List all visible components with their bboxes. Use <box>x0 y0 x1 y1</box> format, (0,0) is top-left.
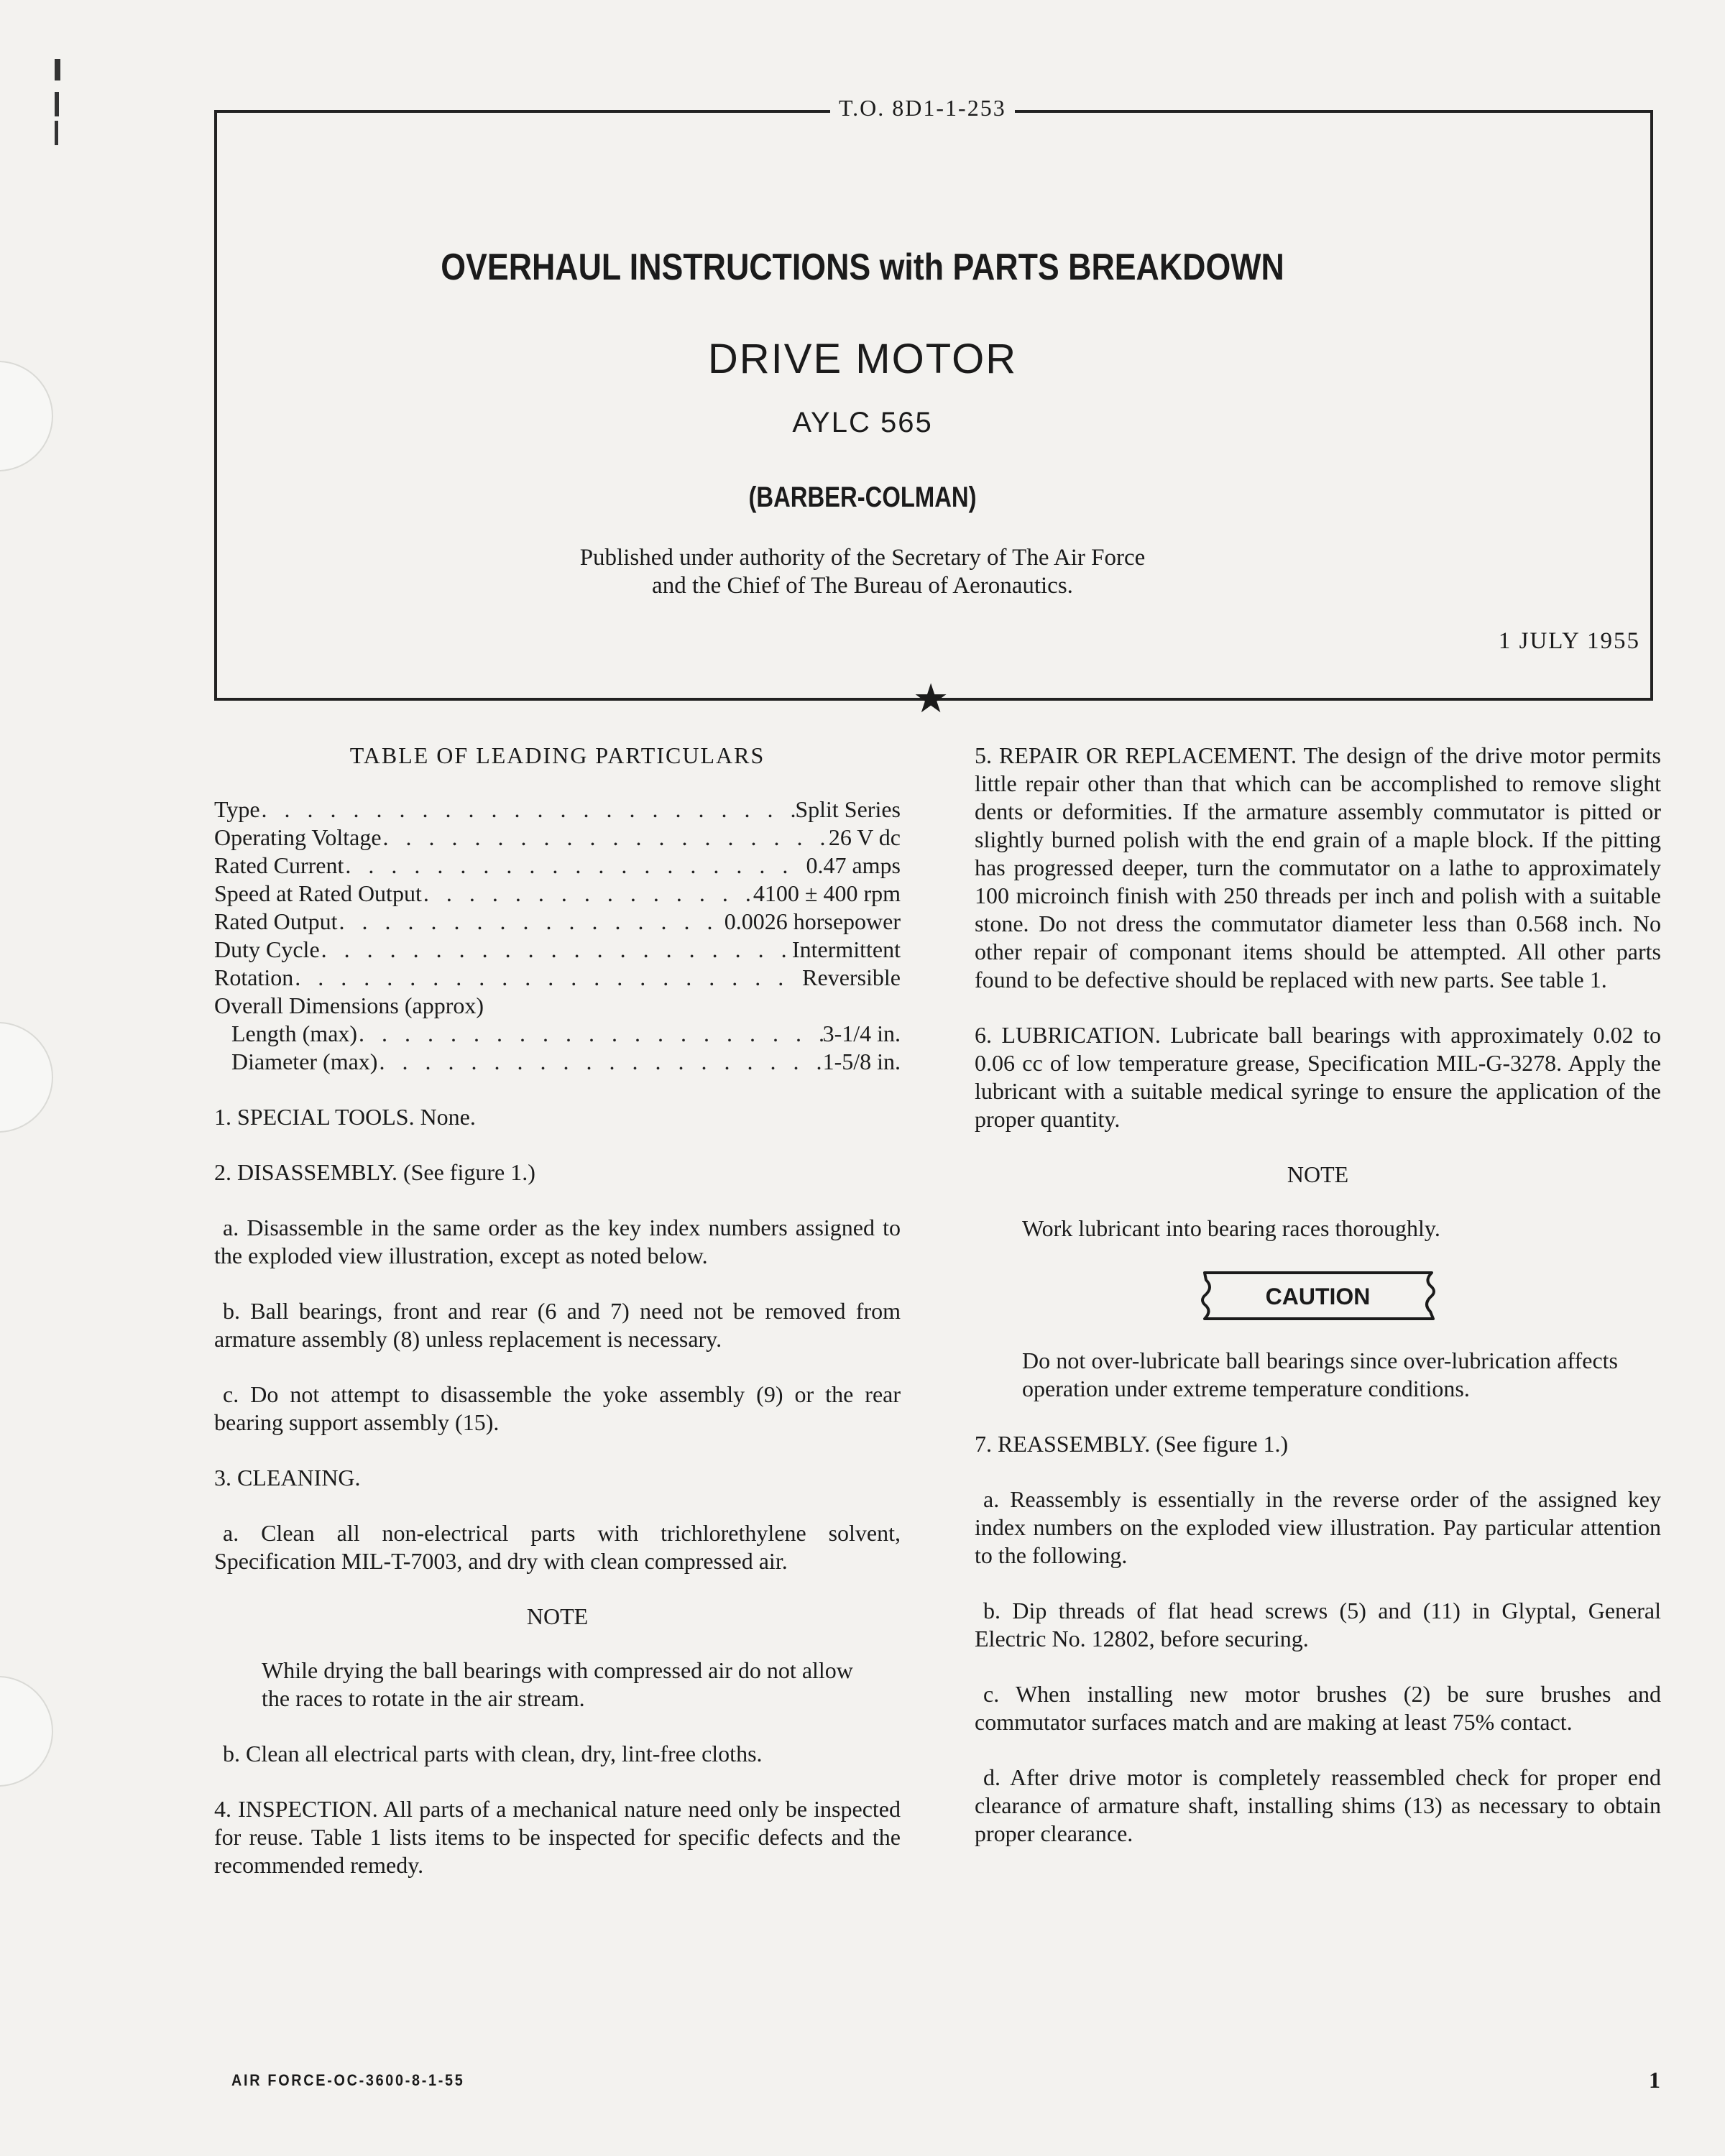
reassembly-step-d: d. After drive motor is completely reassembled check for proper end clearance of armature shaft, installing shims (13) as necessary to obtain proper clearance. <box>975 1764 1661 1846</box>
spec-value: Reversible <box>802 964 901 990</box>
section-reassembly: 7. REASSEMBLY. (See figure 1.) <box>975 1431 1289 1457</box>
section-cleaning: 3. CLEANING. <box>214 1465 361 1491</box>
note-text: While drying the ball bearings with compressed air do not allow the races to rotate in the air stream. <box>262 1657 853 1711</box>
leader-dots <box>357 1020 823 1048</box>
left-column <box>214 742 901 1907</box>
reassembly-step-a: a. Reassembly is essentially in the reverse order of the assigned key index numbers on the exploded view illustration. Pay particular attention to the following. <box>975 1486 1661 1568</box>
scroll-banner-icon <box>1196 1270 1440 1322</box>
spec-row-output <box>214 908 901 936</box>
revision-bar <box>55 92 59 116</box>
caution-label: CAUTION <box>1265 1284 1371 1309</box>
spec-value: 1-5/8 in. <box>822 1049 901 1074</box>
leader-dots <box>293 964 802 992</box>
spec-row-diameter <box>214 1048 901 1076</box>
print-code: AIR FORCE-OC-3600-8-1-55 <box>231 2071 465 2089</box>
spec-row-dimensions <box>214 992 901 1020</box>
spec-value: 3-1/4 in. <box>822 1021 901 1046</box>
page-number: 1 <box>1649 2067 1660 2093</box>
section-disassembly: 2. DISASSEMBLY. (See figure 1.) <box>214 1159 535 1185</box>
revision-bar <box>55 121 58 145</box>
spec-label: Speed at Rated Output <box>214 880 422 906</box>
section-inspection: 4. INSPECTION. All parts of a mechanical nature need only be inspected for reuse. Table 1 lists items to be inspected for specific defects and the recommended remedy. <box>214 1796 901 1878</box>
spec-label: Duty Cycle <box>214 936 320 962</box>
document-title: OVERHAUL INSTRUCTIONS with PARTS BREAKDOWN <box>441 247 1284 288</box>
spec-value: 26 V dc <box>828 824 901 850</box>
star-icon: ★ <box>913 677 949 722</box>
leader-dots <box>422 880 753 908</box>
revision-bar <box>55 59 60 80</box>
spec-label: Rotation <box>214 964 294 990</box>
binder-hole-middle <box>0 1022 53 1133</box>
disassembly-step-c: c. Do not attempt to disassemble the yoke assembly (9) or the rear bearing support assembly (15). <box>214 1381 901 1435</box>
note-text: Work lubricant into bearing races thoroughly. <box>1022 1215 1440 1241</box>
spec-value: 0.47 amps <box>806 852 901 878</box>
spec-row-speed <box>214 880 901 908</box>
disassembly-step-b: b. Ball bearings, front and rear (6 and 7) need not be removed from armature assembly (8) unless replacement is necessary. <box>214 1298 901 1352</box>
spec-label: Length (max) <box>231 1021 358 1046</box>
spec-row-current <box>214 852 901 880</box>
spec-value: Intermittent <box>791 936 901 962</box>
reassembly-step-b: b. Dip threads of flat head screws (5) and (11) in Glyptal, General Electric No. 12802, before securing. <box>975 1598 1661 1651</box>
leader-dots <box>338 908 724 936</box>
reassembly-step-c: c. When installing new motor brushes (2) be sure brushes and commutator surfaces match and are making at least 75% contact. <box>975 1681 1661 1735</box>
spec-label: Diameter (max) <box>231 1049 378 1074</box>
spec-row-rotation <box>214 964 901 992</box>
leader-dots <box>382 824 829 852</box>
spec-row-voltage <box>214 824 901 852</box>
spec-row-duty-cycle <box>214 936 901 964</box>
section-special-tools: 1. SPECIAL TOOLS. None. <box>214 1104 476 1130</box>
spec-value: 4100 ± 400 rpm <box>753 880 901 906</box>
spec-value: 0.0026 horsepower <box>724 908 901 934</box>
right-column <box>975 742 1661 1875</box>
authority-line-1: Published under authority of the Secretary of The Air Force <box>579 545 1146 571</box>
issue-date: 1 JULY 1955 <box>1498 628 1640 654</box>
note-heading: NOTE <box>1287 1161 1349 1187</box>
leading-particulars-heading: TABLE OF LEADING PARTICULARS <box>349 742 765 768</box>
disassembly-step-a: a. Disassemble in the same order as the key index numbers assigned to the exploded view illustration, except as noted below. <box>214 1215 901 1268</box>
leader-dots <box>344 852 806 880</box>
section-repair: 5. REPAIR OR REPLACEMENT. The design of the drive motor permits little repair other than that which can be accomplished to remove slight dents or deformities. If the armature assembly commutator is pitted or slightly burned polish with the end grain of a maple block. If the pitting has progressed deeper, turn the commutator on a lathe to approximately 100 microinch finish with 250 threads per inch and polish with a suitable stone. Do not dress the commutator diameter less than 0.568 inch. No other repair of componant items should be attempted. All other parts found to be defective should be replaced with new parts. See table 1. <box>975 742 1661 992</box>
manufacturer: (BARBER-COLMAN) <box>748 482 977 513</box>
spec-label: Overall Dimensions (approx) <box>214 992 484 1018</box>
spec-label: Type <box>214 796 260 822</box>
leader-dots <box>377 1048 822 1076</box>
note-heading: NOTE <box>526 1603 589 1629</box>
spec-value: Split Series <box>795 796 901 822</box>
spec-label: Rated Output <box>214 908 338 934</box>
binder-hole-bottom <box>0 1676 53 1787</box>
leading-particulars-table <box>214 796 901 1076</box>
spec-label: Rated Current <box>214 852 344 878</box>
leader-dots <box>260 796 796 824</box>
authority-line-2: and the Chief of The Bureau of Aeronautics. <box>652 573 1073 599</box>
leader-dots <box>320 936 792 964</box>
caution-text: Do not over-lubricate ball bearings since over-lubrication affects operation under extreme temperature conditions. <box>1022 1348 1618 1401</box>
technical-order-number: T.O. 8D1-1-253 <box>830 95 1015 121</box>
subject-title: DRIVE MOTOR <box>707 336 1018 382</box>
spec-label: Operating Voltage <box>214 824 382 850</box>
section-lubrication: 6. LUBRICATION. Lubricate ball bearings with approximately 0.02 to 0.06 cc of low temperature grease, Specification MIL-G-3278. Apply the lubricant with a suitable medical syringe to ensure the application of the proper quantity. <box>975 1022 1661 1132</box>
title-box <box>214 110 1653 701</box>
spec-row-length <box>214 1020 901 1048</box>
cleaning-step-b: b. Clean all electrical parts with clean, dry, lint-free cloths. <box>223 1741 763 1766</box>
cleaning-step-a: a. Clean all non-electrical parts with trichlorethylene solvent, Specification MIL-T-7003, and dry with clean compressed air. <box>214 1520 901 1574</box>
caution-banner <box>975 1270 1661 1328</box>
model-number: AYLC 565 <box>792 407 933 438</box>
spec-row-type <box>214 796 901 824</box>
